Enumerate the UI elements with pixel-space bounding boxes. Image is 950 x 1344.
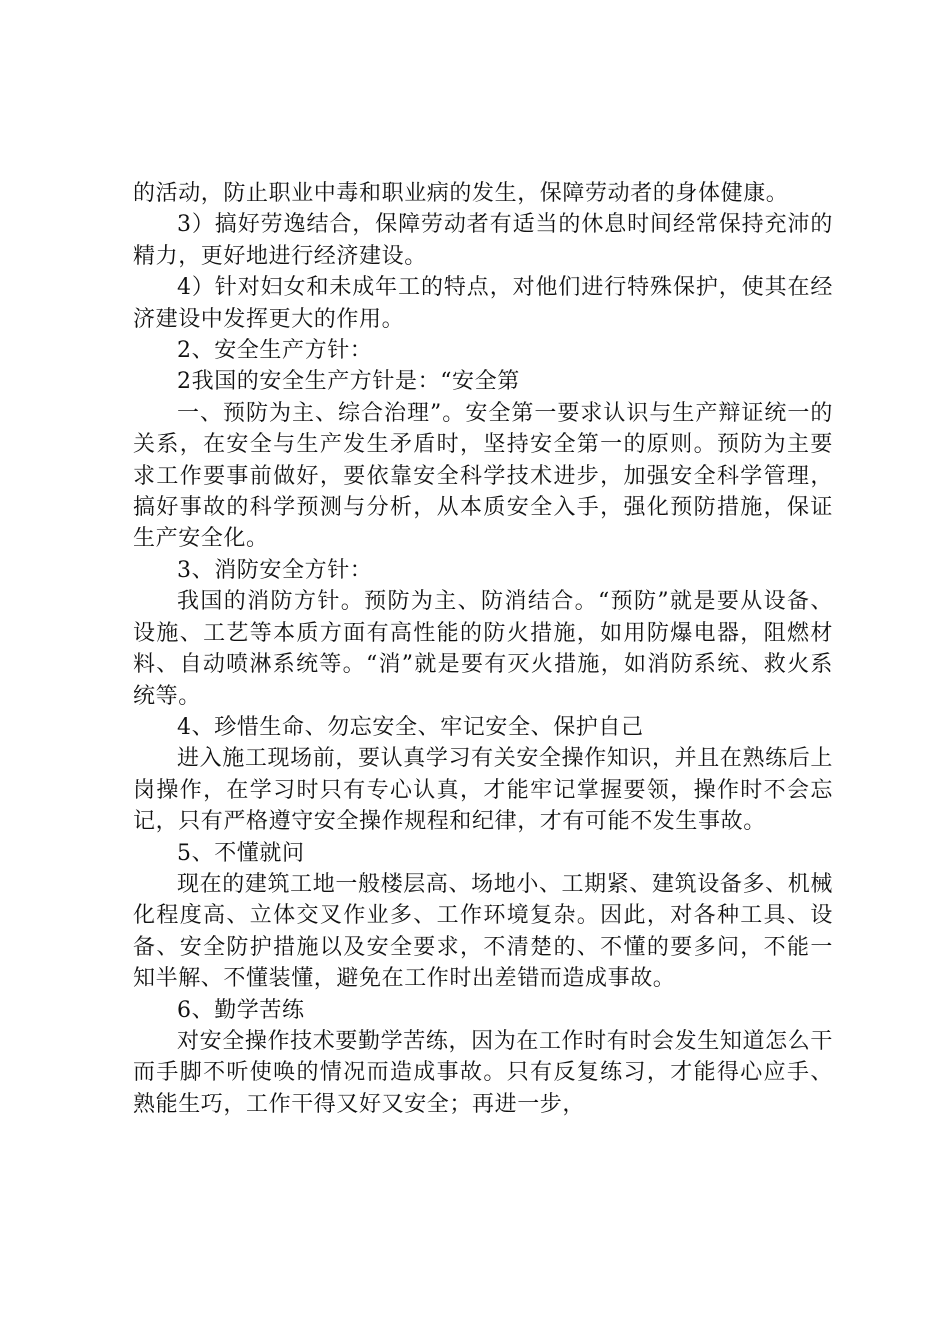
paragraph: 对安全操作技术要勤学苦练，因为在工作时有时会发生知道怎么干而手脚不听使唤的情况而造成事故。只有反复练习，才能得心应手、熟能生巧，工作干得又好又安全；再进一步， bbox=[133, 1028, 833, 1117]
paragraph: 2我国的安全生产方针是：“安全第 bbox=[177, 369, 520, 395]
document-body bbox=[133, 178, 833, 1120]
paragraph: 的活动，防止职业中毒和职业病的发生，保障劳动者的身体健康。 bbox=[133, 181, 789, 206]
paragraph: 一、预防为主、综合治理”。安全第一要求认识与生产辩证统一的关系，在安全与生产发生矛盾时，坚持安全第一的原则。预防为主要求工作要事前做好，要依靠安全科学技术进步，加强安全科学管理，搞好事故的科学预测与分析，从本质安全入手，强化预防措施，保证生产安全化。 bbox=[133, 400, 833, 552]
section-heading: 3、消防安全方针： bbox=[177, 557, 373, 583]
section-heading: 6、勤学苦练 bbox=[177, 997, 305, 1023]
paragraph: 4）针对妇女和未成年工的特点，对他们进行特殊保护，使其在经济建设中发挥更大的作用。 bbox=[133, 275, 833, 332]
section-heading: 2、安全生产方针： bbox=[177, 338, 373, 364]
paragraph: 3）搞好劳逸结合，保障劳动者有适当的休息时间经常保持充沛的精力，更好地进行经济建设。 bbox=[133, 212, 833, 269]
section-heading: 4、珍惜生命、勿忘安全、牢记安全、保护自己 bbox=[177, 714, 644, 740]
paragraph: 进入施工现场前，要认真学习有关安全操作知识，并且在熟练后上岗操作，在学习时只有专心认真，才能牢记掌握要领，操作时不会忘记，只有严格遵守安全操作规程和纪律，才有可能不发生事故。 bbox=[133, 746, 833, 835]
section-heading: 5、不懂就问 bbox=[177, 840, 305, 866]
paragraph: 现在的建筑工地一般楼层高、场地小、工期紧、建筑设备多、机械化程度高、立体交叉作业多、工作环境复杂。因此，对各种工具、设备、安全防护措施以及安全要求，不清楚的、不懂的要多问，不能一知半解、不懂装懂，避免在工作时出差错而造成事故。 bbox=[133, 871, 833, 992]
paragraph: 我国的消防方针。预防为主、防消结合。“预防”就是要从设备、设施、工艺等本质方面有高性能的防火措施，如用防爆电器，阻燃材料、自动喷淋系统等。“消”就是要有灭火措施，如消防系统、救火系统等。 bbox=[133, 589, 833, 709]
